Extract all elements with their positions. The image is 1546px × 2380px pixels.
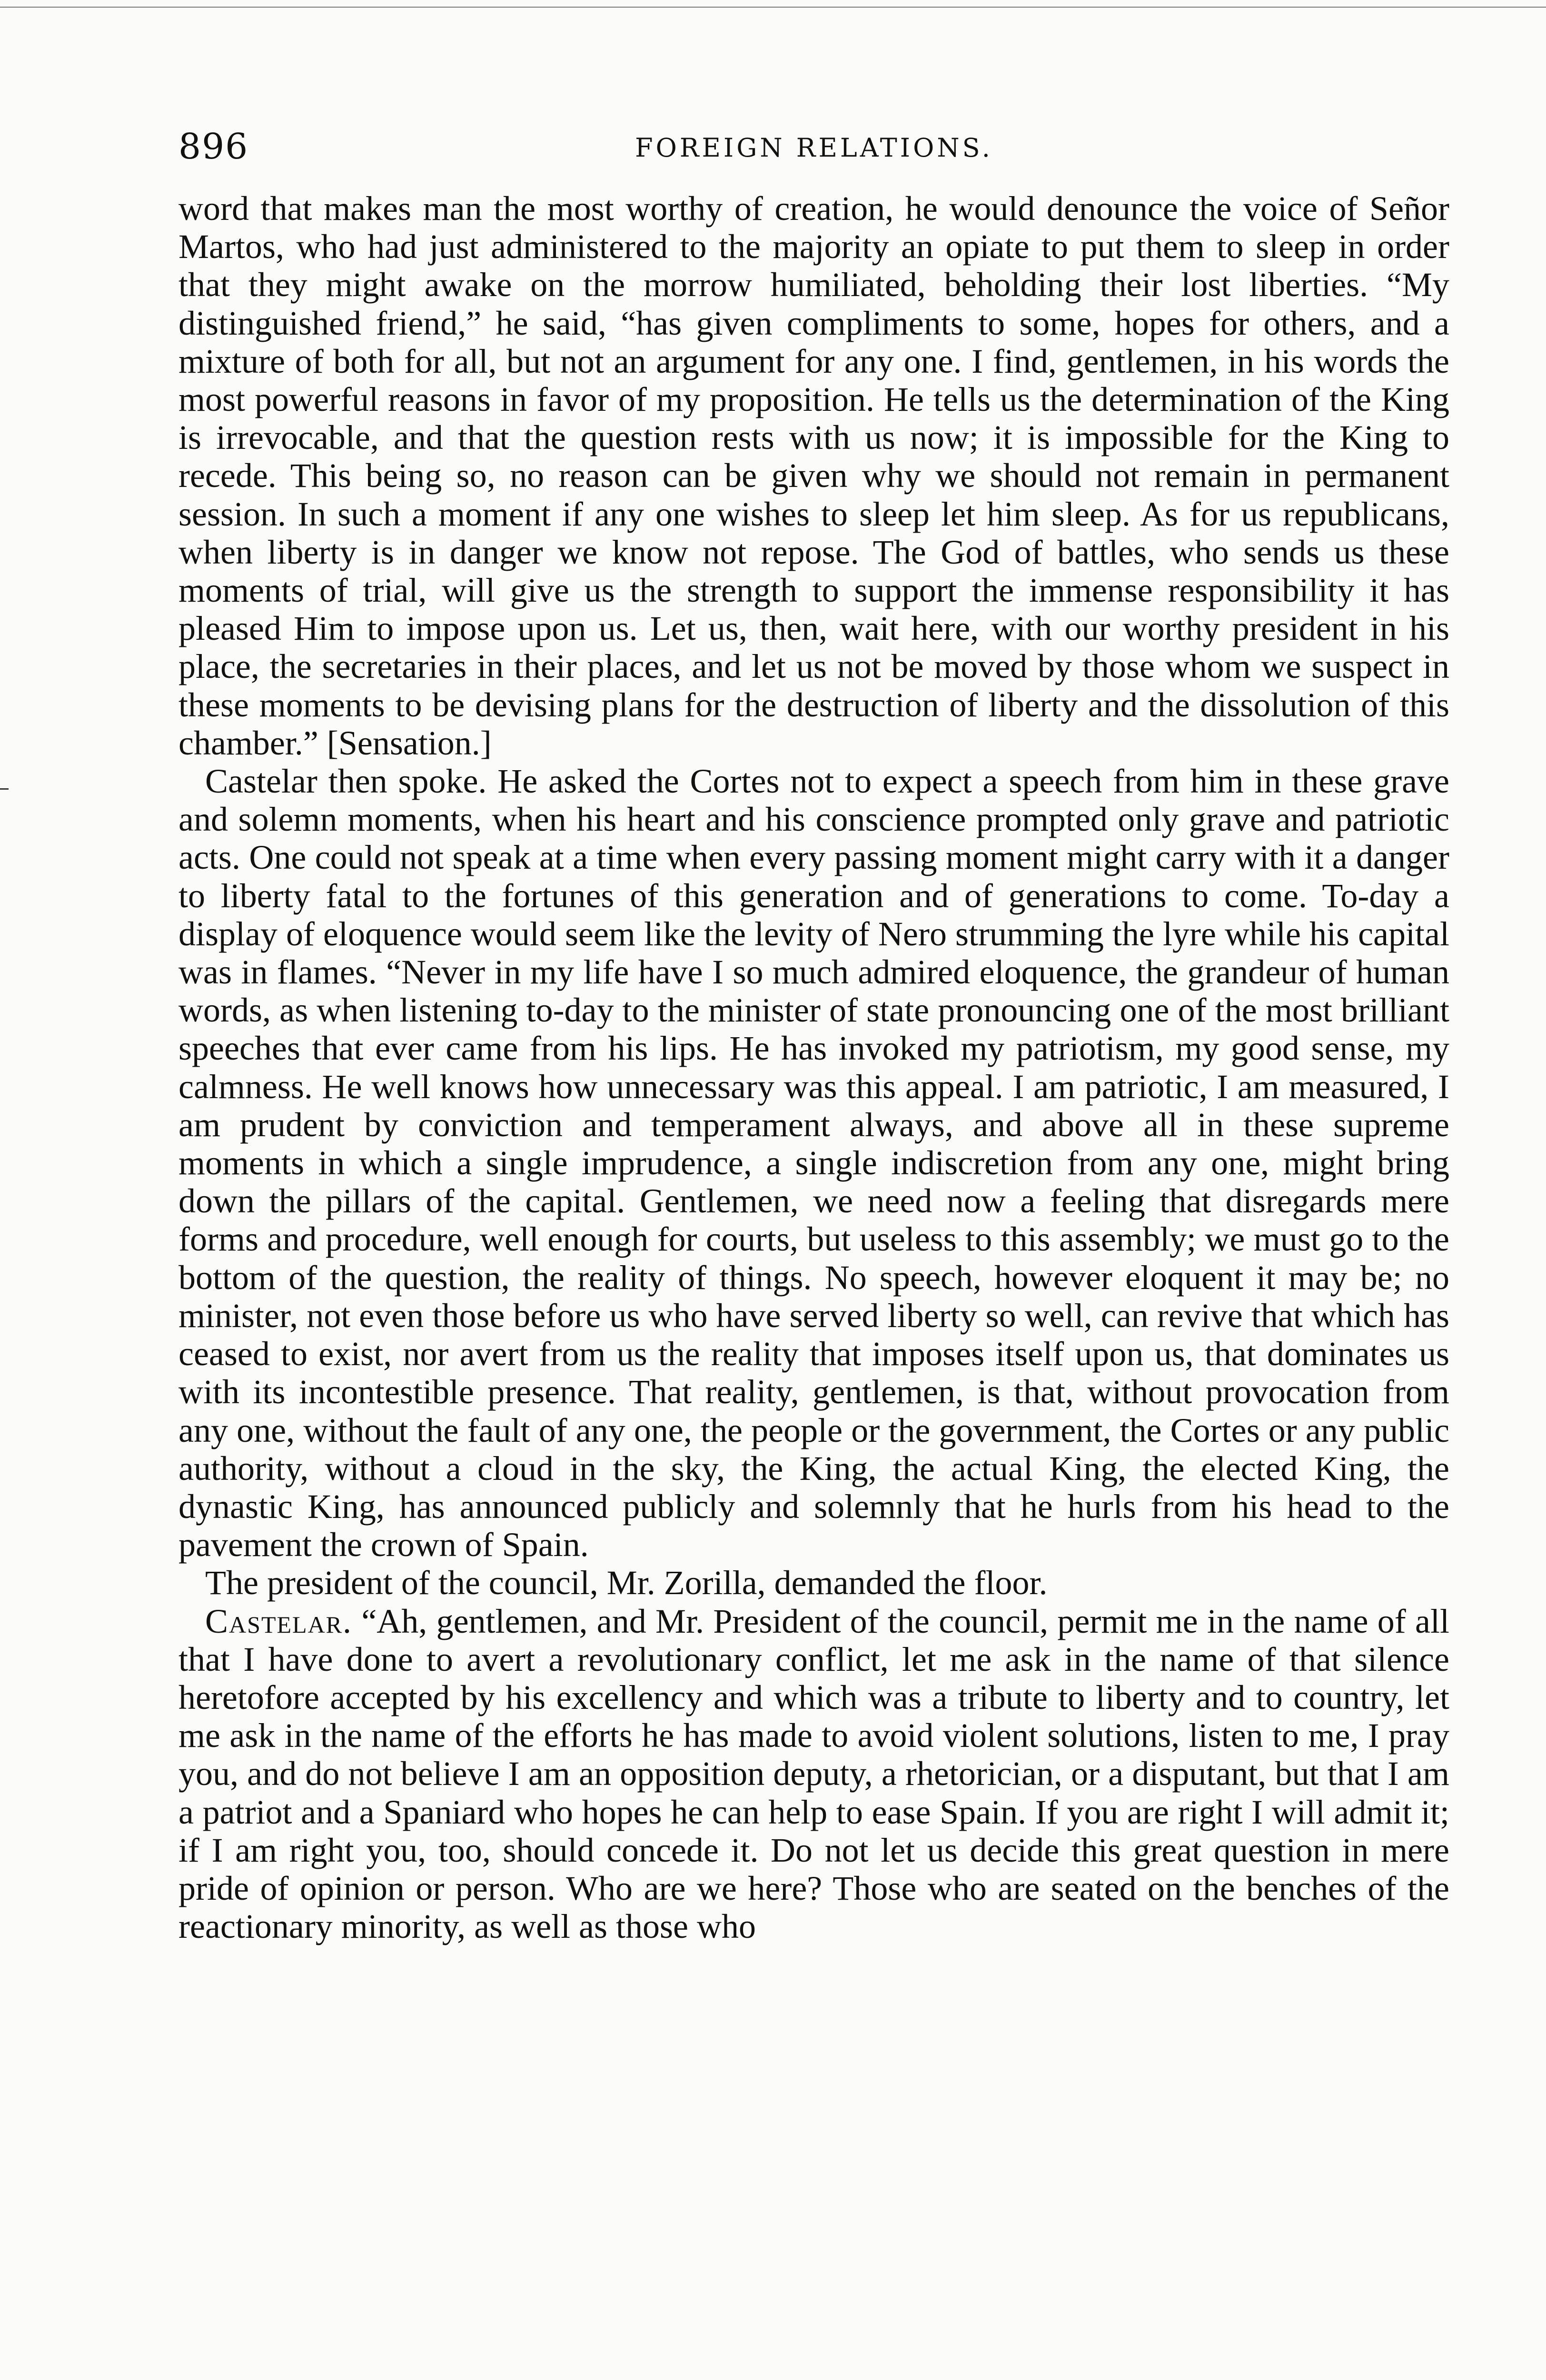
paragraph-4-text: “Ah, gentlemen, and Mr. President of the council, permit me in the name of all that I have done to avert a revolutionary conflict, let me ask in the name of that silence heretofore accepted by his excellency and which was a tribute to liberty and to country, let me ask in the name of the efforts he has made to avoid violent solutions, listen to me, I pray you, and do not believe I am an opposition deputy, a rhetorician, or a disputant, but that I am a patriot and a Spaniard who hopes he can help to ease Spain. If you are right I will admit it; if I am right you, too, should concede it. Do not let us decide this great question in mere pride of opinion or person. Who are we here? Those who are seated on the benches of the reactionary minority, as well as those who bbox=[178, 1602, 1449, 1946]
paragraph-1: word that makes man the most worthy of creation, he would denounce the voice of Señor Martos, who had just administered to the majority an opiate to put them to sleep in order that they might awake on the morrow humiliated, beholding their lost liberties. “My distinguished friend,” he said, “has given compliments to some, hopes for others, and a mixture of both for all, but not an argument for any one. I find, gentlemen, in his words the most powerful reasons in favor of my proposition. He tells us the determination of the King is irrevocable, and that the question rests with us now; it is impossible for the King to recede. This being so, no reason can be given why we should not remain in permanent session. In such a moment if any one wishes to sleep let him sleep. As for us republicans, when liberty is in danger we know not repose. The God of battles, who sends us these moments of trial, will give us the strength to support the immense responsibility it has pleased Him to impose upon us. Let us, then, wait here, with our worthy president in his place, the secretaries in their places, and let us not be moved by those whom we suspect in these moments to be devising plans for the destruction of liberty and the dissolution of this chamber.” [Sensation.] bbox=[178, 189, 1449, 762]
top-rule bbox=[0, 7, 1546, 8]
paragraph-3: The president of the council, Mr. Zorilla, demanded the floor. bbox=[205, 1564, 1048, 1602]
page-number: 896 bbox=[178, 126, 249, 167]
margin-mark bbox=[0, 788, 9, 790]
body-text bbox=[178, 189, 1449, 2380]
speaker-name: Castelar. bbox=[205, 1602, 353, 1640]
running-title: FOREIGN RELATIONS. bbox=[635, 133, 993, 163]
paragraph-2: Castelar then spoke. He asked the Cortes not to expect a speech from him in these grave and solemn moments, when his heart and his conscience prompted only grave and patriotic acts. One could not speak at a time when every passing moment might carry with it a danger to liberty fatal to the fortunes of this generation and of generations to come. To-day a display of eloquence would seem like the levity of Nero strumming the lyre while his capital was in flames. “Never in my life have I so much admired eloquence, the grandeur of human words, as when listening to-day to the minister of state pronouncing one of the most brilliant speeches that ever came from his lips. He has invoked my patriotism, my good sense, my calmness. He well knows how unnecessary was this appeal. I am patriotic, I am measured, I am prudent by conviction and temperament always, and above all in these supreme moments in which a single imprudence, a single indiscretion from any one, might bring down the pillars of the capital. Gentlemen, we need now a feeling that disregards mere forms and procedure, well enough for courts, but useless to this assembly; we must go to the bottom of the question, the reality of things. No speech, however eloquent it may be; no minister, not even those before us who have served liberty so well, can revive that which has ceased to exist, nor avert from us the reality that imposes itself upon us, that dominates us with its incontestible presence. That reality, gentlemen, is that, without provocation from any one, without the fault of any one, the people or the government, the Cortes or any public authority, without a cloud in the sky, the King, the actual King, the elected King, the dynastic King, has announced publicly and solemnly that he hurls from his head to the pavement the crown of Spain. bbox=[178, 762, 1449, 1564]
page-header bbox=[178, 128, 1449, 166]
paragraph-4 bbox=[178, 1602, 1449, 1946]
